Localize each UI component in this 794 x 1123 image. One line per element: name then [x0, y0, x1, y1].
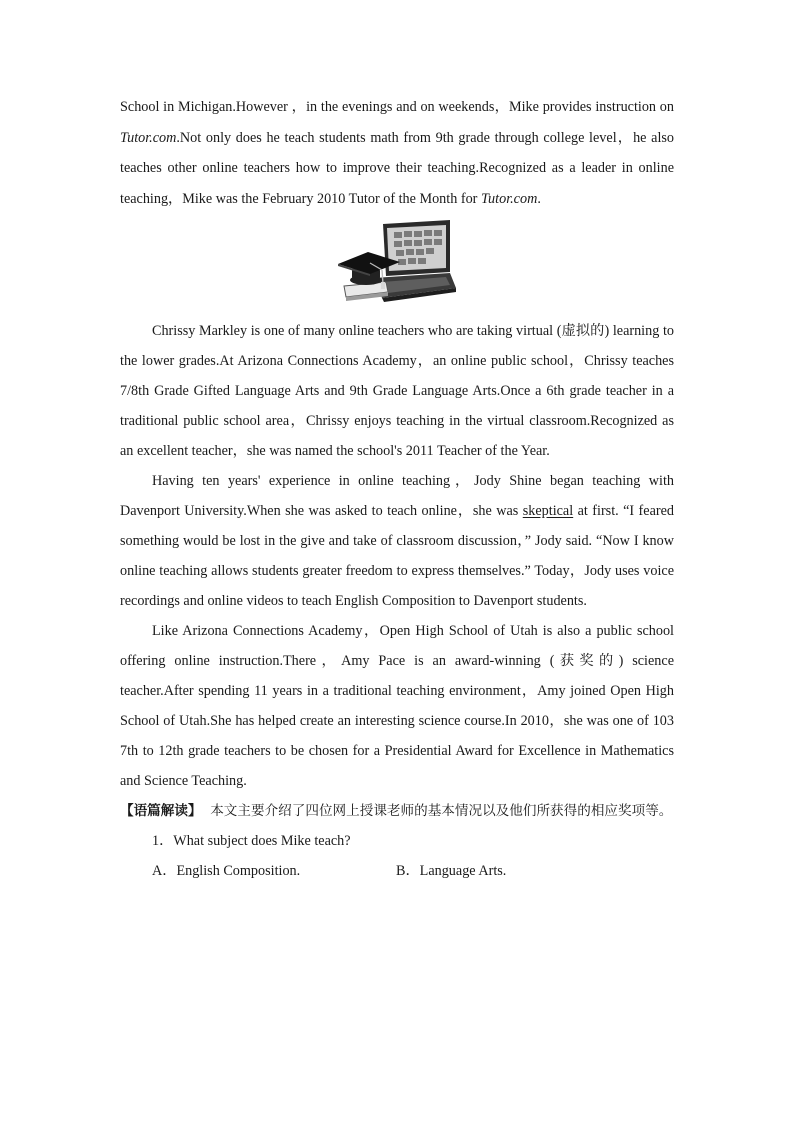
option-a-text: English Composition. [176, 863, 301, 880]
reading-interpretation-tag: 【语篇解读】 [120, 803, 202, 820]
paragraph-mike-text-3: . [537, 190, 541, 207]
option-b[interactable] [364, 856, 506, 886]
paragraph-mike-text-1: School in Michigan.However ，in the evenings and on weekends，Mike provides instruction on [120, 99, 674, 115]
reading-interpretation-text: 本文主要介绍了四位网上授课老师的基本情况以及他们所获得的相应奖项等。 [210, 803, 673, 820]
paragraph-chrissy: Chrissy Markley is one of many online teachers who are taking virtual (虚拟的) learning to the lower grades.At Arizona Connections Academy，an online public school，Chrissy teaches 7/8th Grade Gifted Language Arts and 9th Grade Language Arts.Once a 6th grade teacher in a traditional public school area，Chrissy enjoys teaching in the virtual classroom.Recognized as an excellent teacher，she was named the school's 2011 Teacher of the Year. [120, 323, 674, 460]
paragraph-mike [120, 92, 674, 214]
question-1-options [120, 856, 674, 886]
question-text: What subject does Mike teach? [173, 833, 351, 850]
option-a[interactable] [120, 856, 364, 886]
paragraph-jody-text-2: at first. “I feared something would be lost in the give and take of classroom discussion，” Jody said. “Now I know online teaching allows students greater freedom to express themselves.” Today，Jody uses voice recordings and online videos to teach English Composition to Davenport students. [120, 503, 674, 610]
paragraph-jody [120, 466, 674, 616]
paragraph-mike-text-2: .Not only does he teach students math from 9th grade through college level，he also teaches other online teachers how to improve their teaching.Recognized as a leader in online teaching，Mike was the February 2010 Tutor of the Month for [120, 129, 674, 207]
question-1 [120, 826, 674, 856]
reading-interpretation [120, 796, 674, 826]
paragraph-amy: Like Arizona Connections Academy，Open High School of Utah is also a public school offering online instruction.There，Amy Pace is an award-winning (获奖的) science teacher.After spending 11 years in a traditional teaching environment，Amy joined Open High School of Utah.She has helped create an interesting science course.In 2010，she was one of 103 7th to 12th grade teachers to be chosen for a Presidential Award for Excellence in Mathematics and Science Teaching. [120, 623, 674, 790]
tutor-site-name: Tutor.com [120, 129, 177, 146]
paragraph-jody-text-1: Having ten years' experience in online teaching，Jody Shine began teaching with Davenport University.When she was asked to teach online，she was [120, 473, 674, 520]
option-b-label: B． [396, 863, 420, 880]
laptop-graduation-cap-illustration [120, 220, 674, 312]
option-a-label: A． [152, 863, 177, 880]
laptop-cap-icon [338, 220, 456, 310]
tutor-site-name-2: Tutor.com [480, 190, 538, 207]
option-b-text: Language Arts. [419, 863, 507, 880]
underlined-word-skeptical: skeptical [522, 503, 574, 520]
question-number: 1． [152, 833, 174, 850]
passage-body [120, 92, 674, 886]
